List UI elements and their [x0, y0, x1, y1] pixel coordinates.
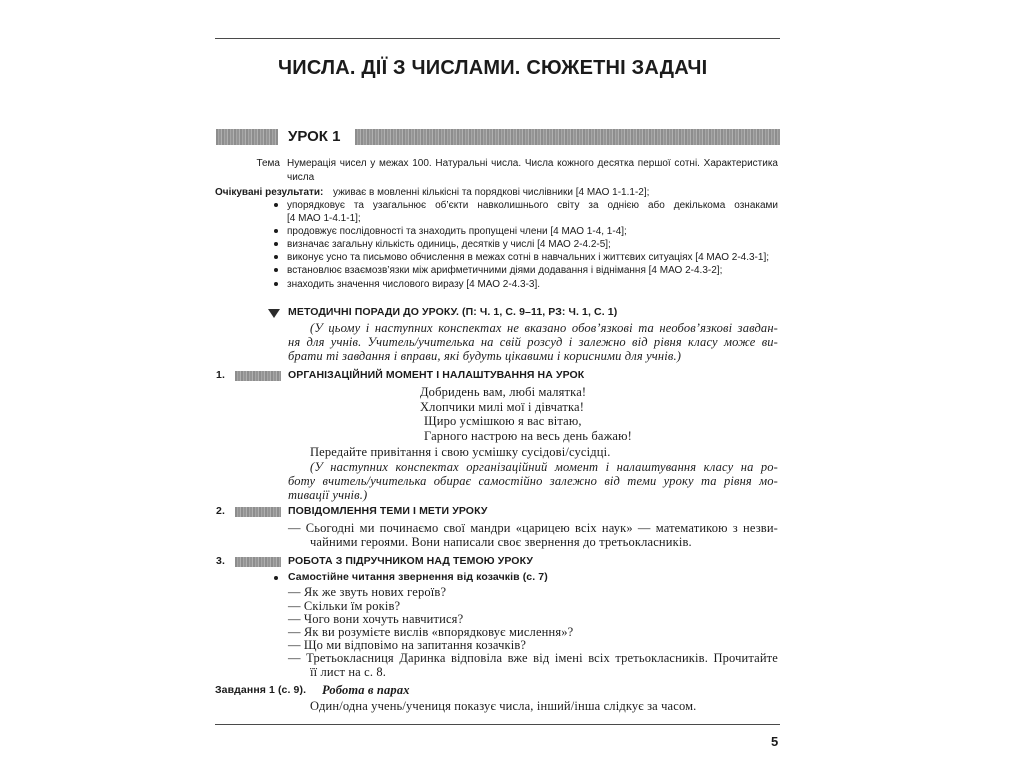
- methodical-heading: МЕТОДИЧНІ ПОРАДИ ДО УРОКУ. (П: Ч. 1, С. 9–11, РЗ: Ч. 1, С. 1): [288, 306, 618, 318]
- question-line: — Третьокласниця Даринка відповіла вже від імені всіх третьокласників. Прочитайте: [288, 651, 778, 665]
- results-item: знаходить значення числового виразу [4 МАО 2-4.3-3].: [287, 279, 541, 290]
- results-item: виконує усно та письмово обчислення в межах сотні в навчальних і життєвих ситуаціях [4 МАО 2-4.3-1];: [287, 252, 770, 263]
- speech-line: чайними героями. Вони написали своє звернення до третьокласників.: [310, 535, 692, 549]
- section-heading: ОРГАНІЗАЦІЙНИЙ МОМЕНТ І НАЛАШТУВАННЯ НА УРОК: [288, 369, 585, 381]
- section-heading: РОБОТА З ПІДРУЧНИКОМ НАД ТЕМОЮ УРОКУ: [288, 555, 533, 567]
- section-bar: [235, 507, 281, 517]
- poem-line: Гарного настрою на весь день бажаю!: [424, 429, 632, 443]
- lesson-bar-left: [216, 129, 278, 145]
- section-number: 3.: [216, 555, 225, 567]
- results-item: упорядковує та узагальнює об’єкти навколишнього світу за однією або декількома ознаками: [287, 200, 778, 211]
- task-text: Один/одна учень/учениця показує числа, інший/інша слідкує за часом.: [310, 699, 697, 713]
- results-item: встановлює взаємозв’язки між арифметичними діями додавання і віднімання [4 МАО 2-4.3-2];: [287, 265, 723, 276]
- bullet-icon: [274, 229, 278, 233]
- results-item-continuation: [4 МАО 1-4.1-1];: [287, 213, 361, 224]
- topic-line: числа: [287, 172, 315, 183]
- section-note-line: (У наступних конспектах організаційний момент і налаштування класу на ро-: [310, 460, 778, 474]
- results-item: визначає загальну кількість одиниць, десятків у числі [4 МАО 2-4.2-5];: [287, 239, 611, 250]
- lesson-label: УРОК 1: [288, 128, 341, 145]
- question-line: — Як ви розумієте вислів «впорядковує мислення»?: [288, 625, 574, 639]
- section-bar: [235, 557, 281, 567]
- poem-line: Хлопчики милі мої і дівчатка!: [420, 400, 585, 414]
- question-line: — Як же звуть нових героїв?: [288, 585, 447, 599]
- section-number: 2.: [216, 505, 225, 517]
- bullet-icon: [274, 242, 278, 246]
- activity-title: Самостійне читання звернення від козачків (с. 7): [288, 571, 548, 583]
- section-note-line: боту вчитель/учителька обирає самостійно залежно від теми уроку та рівня мо-: [288, 474, 778, 488]
- bottom-rule: [215, 724, 780, 725]
- question-line: — Що ми відповімо на запитання козачків?: [288, 638, 527, 652]
- methodical-note-line: ня для учнів. Учитель/учителька на свій розсуд і залежно від рівня класу може ви-: [288, 335, 778, 349]
- results-item: продовжує послідовності та знаходить пропущені члени [4 МАО 1-4, 1-4];: [287, 226, 627, 237]
- task-mode: Робота в парах: [322, 683, 410, 697]
- speech-line: — Сьогодні ми починаємо свої мандри «царицею всіх наук» — математикою з незви-: [288, 521, 778, 535]
- topic-label: Тема: [256, 158, 280, 169]
- top-rule: [215, 38, 780, 39]
- task-label: Завдання 1 (с. 9).: [215, 684, 307, 696]
- page-number: 5: [771, 734, 779, 749]
- poem-line: Добридень вам, любі малятка!: [420, 385, 587, 399]
- triangle-marker-icon: [268, 309, 280, 318]
- methodical-note-line: (У цьому і наступних конспектах не вказано обов’язкові та необов’язкові завдан-: [310, 321, 778, 335]
- greeting-instruction: Передайте привітання і свою усмішку сусідові/сусідці.: [310, 445, 611, 459]
- methodical-note-line: брати ті завдання і вправи, які будуть цікавими і корисними для учнів.): [288, 349, 682, 363]
- poem-line: Щиро усмішкою я вас вітаю,: [424, 414, 582, 428]
- bullet-icon: [274, 255, 278, 259]
- bullet-icon: [274, 282, 278, 286]
- results-label: Очікувані результати:: [215, 187, 324, 198]
- lesson-bar-right: [355, 129, 780, 145]
- question-line-continuation: її лист на с. 8.: [310, 665, 387, 679]
- section-number: 1.: [216, 369, 225, 381]
- section-bar: [235, 371, 281, 381]
- results-first-item: уживає в мовленні кількісні та порядкові числівники [4 МАО 1-1.1-2];: [333, 187, 650, 198]
- question-line: — Скільки їм років?: [288, 599, 401, 613]
- page-title: ЧИСЛА. ДІЇ З ЧИСЛАМИ. СЮЖЕТНІ ЗАДАЧІ: [278, 57, 708, 79]
- bullet-icon: [274, 203, 278, 207]
- section-note-line: тивації учнів.): [288, 488, 368, 502]
- question-line: — Чого вони хочуть навчитися?: [288, 612, 464, 626]
- section-heading: ПОВІДОМЛЕННЯ ТЕМИ І МЕТИ УРОКУ: [288, 505, 488, 517]
- topic-line: Нумерація чисел у межах 100. Натуральні числа. Числа кожного десятка першої сотні. Характеристика: [287, 158, 778, 169]
- bullet-icon: [274, 576, 278, 580]
- bullet-icon: [274, 268, 278, 272]
